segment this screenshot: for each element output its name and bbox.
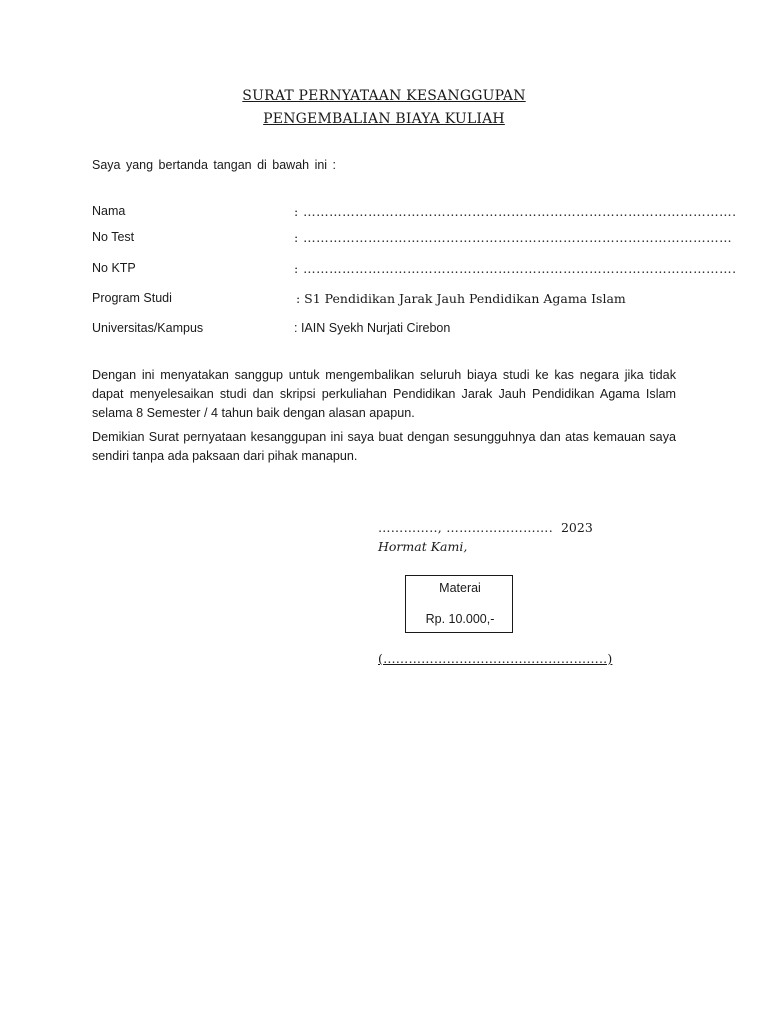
closing-paragraph: Demikian Surat pernyataan kesanggupan ini saya buat dengan sesungguhnya dan atas kemauan saya sendiri tanpa ada paksaan dari pihak manapun. <box>92 430 676 463</box>
signature-year: 2023 <box>560 520 593 535</box>
field-label-nama: Nama <box>92 204 126 218</box>
date-place-blank: ………….., ……………………. <box>378 520 553 535</box>
document-title-line1: SURAT PERNYATAAN KESANGGUPAN <box>242 88 526 104</box>
field-label-no-test: No Test <box>92 230 135 244</box>
stamp-amount: Rp. 10.000,- <box>425 612 495 626</box>
stamp-title: Materai <box>439 581 481 595</box>
stamp-box <box>405 575 513 633</box>
intro-text: Saya yang bertanda tangan di bawah ini : <box>92 158 337 172</box>
regards-text: Hormat Kami, <box>378 539 468 554</box>
document-title-line2: PENGEMBALIAN BIAYA KULIAH <box>263 111 505 127</box>
field-value-universitas: : IAIN Syekh Nurjati Cirebon <box>294 321 451 335</box>
date-place-line <box>378 520 593 535</box>
field-label-universitas: Universitas/Kampus <box>92 321 204 335</box>
field-label-program-studi: Program Studi <box>92 291 172 305</box>
statement-paragraph: Dengan ini menyatakan sanggup untuk mengembalikan seluruh biaya studi ke kas negara jika tidak dapat menyelesaikan studi dan skripsi perkuliahan Pendidikan Jarak Jauh Pendidikan Agama Islam selama 8 Semester / 4 tahun baik dengan alasan apapun. <box>92 368 676 420</box>
field-label-no-ktp: No KTP <box>92 261 136 275</box>
signature-name-line: (……………………………………………..) <box>378 651 613 666</box>
field-value-no-ktp: : ………………………………………………………………………………………. <box>294 261 737 276</box>
field-value-program-studi: : S1 Pendidikan Jarak Jauh Pendidikan Agama Islam <box>296 291 626 306</box>
field-value-no-test: : ……………………………………………………………………………………… <box>294 230 733 245</box>
field-value-nama: : ………………………………………………………………………………………. <box>294 204 737 219</box>
